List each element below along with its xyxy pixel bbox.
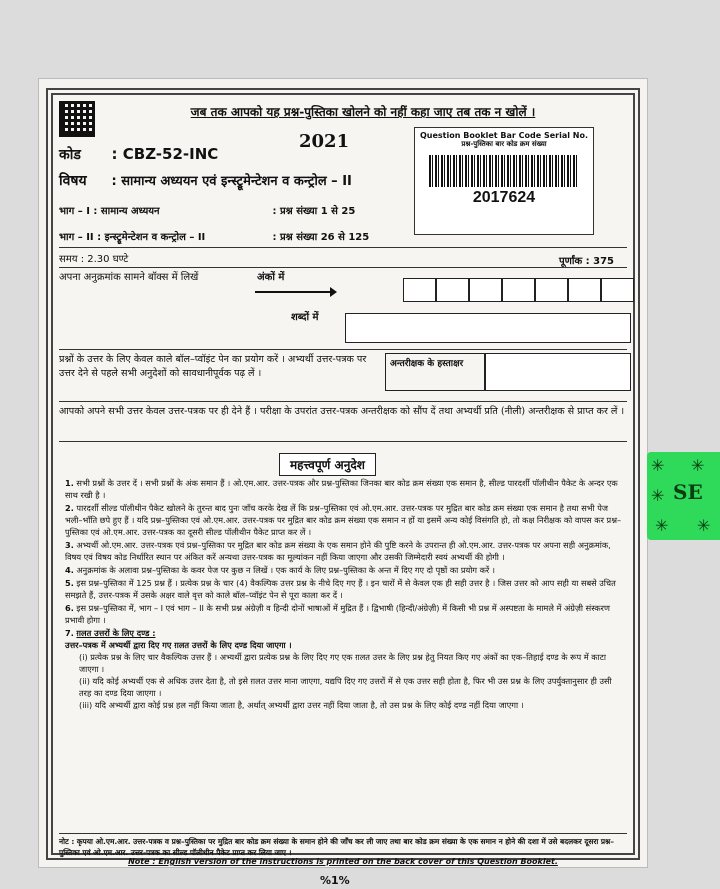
roll-digit-cell[interactable] (502, 278, 535, 302)
divider (59, 267, 627, 268)
full-marks: पूर्णांक : 375 (559, 256, 615, 267)
roll-digit-cells[interactable] (403, 278, 634, 302)
roll-digit-cell[interactable] (601, 278, 634, 302)
star-icon: ✳ (651, 456, 665, 475)
instructions-heading: महत्त्वपूर्ण अनुदेश (279, 453, 376, 476)
divider (59, 349, 627, 350)
barcode-number: 2017624 (472, 189, 536, 206)
subject-value: : सामान्य अध्ययन एवं इन्स्ट्रूमेन्टेशन व कन्ट्रोल – II (111, 174, 352, 189)
qr-code-icon (59, 101, 95, 137)
subject-label: विषय (59, 173, 87, 189)
barcode-box (414, 127, 594, 235)
penalty-intro: उत्तर–पत्रक में अभ्यर्थी द्वारा दिए गए ग़लत उत्तरों के लिए दण्ड दिया जाएगा । (65, 640, 292, 650)
instruction-item: 3. अभ्यर्थी ओ.एम.आर. उत्तर-पत्रक एवं प्रश्न–पुस्तिका पर मुद्रित बार कोड क्रम संख्या के एक समान होने की पुष्टि करने के उपरान्त ही ओ.एम.आर. उत्तर-पत्रक पर अपना सही अनुक्रमांक, विषय एवं विषय कोड निर्धारित स्थान पर अंकित करें अन्यथा उत्तर-पत्रक का मूल्यांकन नहीं किया जाएगा और उसकी जिम्मेदारी स्वयं अभ्यर्थी की होगी । (65, 540, 611, 562)
divider (59, 441, 627, 442)
part1-questions: : प्रश्न संख्या 1 से 25 (272, 206, 356, 217)
do-not-open-note: जब तक आपको यह प्रश्न-पुस्तिका खोलने को नहीं कहा जाए तब तक न खोलें । (190, 105, 536, 119)
roll-words-box[interactable] (345, 313, 631, 343)
sticker-text: SE (673, 480, 703, 504)
part2-label: भाग – II : इन्स्ट्रूमेन्टेशन व कन्ट्रोल – II (59, 232, 206, 243)
part2-questions: : प्रश्न संख्या 26 से 125 (272, 232, 370, 243)
time-text: समय : 2.30 घण्टे (59, 254, 129, 265)
code-label: कोड (59, 147, 81, 163)
divider (59, 247, 627, 248)
instruction-item: 1. सभी प्रश्नों के उत्तर दें । सभी प्रश्नों के अंक समान हैं । ओ.एम.आर. उत्तर-पत्रक और प्रश्न-पुस्तिका जिनका बार कोड क्रम संख्या एक समान है, सील्ड पारदर्शी पॉलीथीन पैकेट के अन्दर एक साथ रखी है । (65, 478, 618, 500)
instruction-item: 2. पारदर्शी सील्ड पॉलीथीन पैकेट खोलने के तुरन्त बाद पुनः जाँच करके देख लें कि प्रश्न–पुस्तिका एवं ओ.एम.आर. उत्तर-पत्रक पर मुद्रित बार कोड क्रम संख्या एक समान है तथा सभी पेज भली–भाँति छपे हुए हैं । यदि प्रश्न–पुस्तिका एवं ओ.एम.आर. उत्तर-पत्रक पर मुद्रित बार कोड क्रम संख्या एक समान न हों या इसमें अन्य कोई विसंगति हो, तो कक्ष निरीक्षक को वापस कर प्रश्न–पुस्तिका एवं ओ.एम.आर. उत्तर-पत्रक का दूसरी सील्ड पॉलीथीन पैकेट प्राप्त कर लें । (65, 503, 622, 537)
page-number: %1% (320, 874, 350, 887)
part1-row (59, 203, 355, 217)
penalty-item: (iii) यदि अभ्यर्थी द्वारा कोई प्रश्न हल नहीं किया जाता है, अर्थात् अभ्यर्थी द्वारा उत्तर नहीं दिया जाता है, तो उस प्रश्न के लिए कोई दण्ड नहीं दिया जाएगा । (79, 700, 524, 710)
code-value: : CBZ-52-INC (111, 145, 219, 163)
roll-digit-cell[interactable] (535, 278, 568, 302)
barcode-title: Question Booklet Bar Code Serial No. (420, 131, 588, 140)
digits-label: अंकों में (257, 272, 285, 283)
invigilator-signature-box[interactable]: अन्तरीक्षक के हस्ताक्षर (385, 353, 485, 391)
roll-digit-cell[interactable] (436, 278, 469, 302)
roll-instruction: अपना अनुक्रमांक सामने बॉक्स में लिखें (59, 272, 199, 283)
arrow-icon (255, 291, 335, 293)
barcode-note: नोट : कृपया ओ.एम.आर. उत्तर-पत्रक व प्रश्न–पुस्तिका पर मुद्रित बार कोड क्रम संख्या के समान होने की जाँच कर ली जाए तथा बार कोड क्रम संख्या के एक समान न होने की दशा में उसे बदलकर दूसरा प्रश्न–पुस्तिका एवं ओ.एम.आर. उत्तर-पत्रक का सील्ड पॉलीथीन पैकेट प्राप्त कर लिया जाए । (59, 833, 627, 858)
answer-note: आपको अपने सभी उत्तर केवल उत्तर-पत्रक पर ही देने हैं । परीक्षा के उपरांत उत्तर-पत्रक अन्तरीक्षक को सौंप दें तथा अभ्यर्थी प्रति (नीली) अन्तरीक्षक से प्राप्त कर लें । (59, 406, 625, 417)
roll-digit-cell[interactable] (469, 278, 502, 302)
exam-year: 2021 (299, 131, 350, 152)
instruction-item: 7. ग़लत उत्तरों के लिए दण्ड : उत्तर–पत्रक में अभ्यर्थी द्वारा दिए गए ग़लत उत्तरों के लिए दण्ड दिया जाएगा । (i) प्रत्येक प्रश्न के लिए चार वैकल्पिक उत्तर हैं । अभ्यर्थी द्वारा प्रत्येक प्रश्न के लिए दिए गए एक ग़लत उत्तर के लिए प्रश्न हेतु नियत किए गए अंकों का एक–तिहाई दण्ड के रूप में काटा जाएगा । (ii) यदि कोई अभ्यर्थी एक से अधिक उत्तर देता है, तो इसे ग़लत उत्तर माना जाएगा, यद्यपि दिए गए उत्तरों में से एक उत्तर सही होता है, फिर भी उस प्रश्न के लिए उपर्युक्तानुसार ही उसी तरह का दण्ड दिया जाएगा । (iii) यदि अभ्यर्थी द्वारा कोई प्रश्न हल नहीं किया जाता है, अर्थात् अभ्यर्थी द्वारा उत्तर नहीं दिया जाता है, तो उस प्रश्न के लिए कोई दण्ड नहीं दिया जाएगा । (65, 627, 623, 711)
penalty-item: (ii) यदि कोई अभ्यर्थी एक से अधिक उत्तर देता है, तो इसे ग़लत उत्तर माना जाएगा, यद्यपि दिए गए उत्तरों में से एक उत्तर सही होता है, फिर भी उस प्रश्न के लिए उपर्युक्तानुसार ही उसी तरह का दण्ड दिया जाएगा । (79, 676, 612, 698)
part2-row (59, 229, 369, 243)
divider (59, 401, 627, 402)
code-row (59, 145, 218, 164)
instruction-item: 5. इस प्रश्न–पुस्तिका में 125 प्रश्न हैं । प्रत्येक प्रश्न के चार (4) वैकल्पिक उत्तर प्रश्न के नीचे दिए गए हैं । इन चारों में से केवल एक ही सही उत्तर है । जिस उत्तर को आप सही या सबसे उचित समझते हैं, उत्तर-पत्रक में उसके अक्षर वाले वृत्त को काले बॉल–प्वॉइंट पेन से पूरा काला कर दें । (65, 578, 616, 600)
star-icon: ✳ (691, 456, 705, 475)
penalty-item: (i) प्रत्येक प्रश्न के लिए चार वैकल्पिक उत्तर हैं । अभ्यर्थी द्वारा प्रत्येक प्रश्न के लिए दिए गए एक ग़लत उत्तर के लिए प्रश्न हेतु नियत किए गए अंकों का एक–तिहाई दण्ड के रूप में काटा जाएगा । (79, 652, 606, 674)
star-icon: ✳ (651, 486, 665, 505)
barcode-icon (429, 155, 579, 187)
english-version-note: Note : English version of the instructions is printed on the back cover of this Question Booklet. (128, 857, 558, 866)
signature-field[interactable] (485, 353, 631, 391)
roll-digit-cell[interactable] (403, 278, 436, 302)
part1-label: भाग – I : सामान्य अध्ययन (59, 206, 160, 217)
instructions-list (65, 477, 623, 712)
subject-row (59, 171, 352, 190)
barcode-subtitle: प्रश्न-पुस्तिका बार कोड क्रम संख्या (461, 140, 547, 148)
green-sticker (647, 452, 720, 540)
roll-digit-cell[interactable] (568, 278, 601, 302)
star-icon: ✳ (697, 516, 711, 535)
pen-note: प्रश्नों के उत्तर के लिए केवल काले बॉल–प्वॉइंट पेन का प्रयोग करें । अभ्यर्थी उत्तर-पत्रक पर उत्तर देने से पहले सभी अनुदेशों को सावधानीपूर्वक पढ़ लें । (59, 354, 367, 379)
booklet-cover (46, 88, 640, 866)
instruction-item: 6. इस प्रश्न–पुस्तिका में, भाग – I एवं भाग – II के सभी प्रश्न अंग्रेज़ी व हिन्दी दोनों भाषाओं में मुद्रित हैं । द्विभाषी (हिन्दी/अंग्रेज़ी) में किसी भी प्रश्न में अस्पष्टता के मामले में अंग्रेज़ी संस्करण प्रभावी होगा । (65, 603, 610, 625)
instruction-item: 4. अनुक्रमांक के अलावा प्रश्न–पुस्तिका के कवर पेज पर कुछ न लिखें । एक कार्य के लिए प्रश्न–पुस्तिका के अन्त में दिए गए दो पृष्ठों का प्रयोग करें । (65, 565, 495, 575)
words-label: शब्दों में (291, 312, 319, 323)
star-icon: ✳ (655, 516, 669, 535)
